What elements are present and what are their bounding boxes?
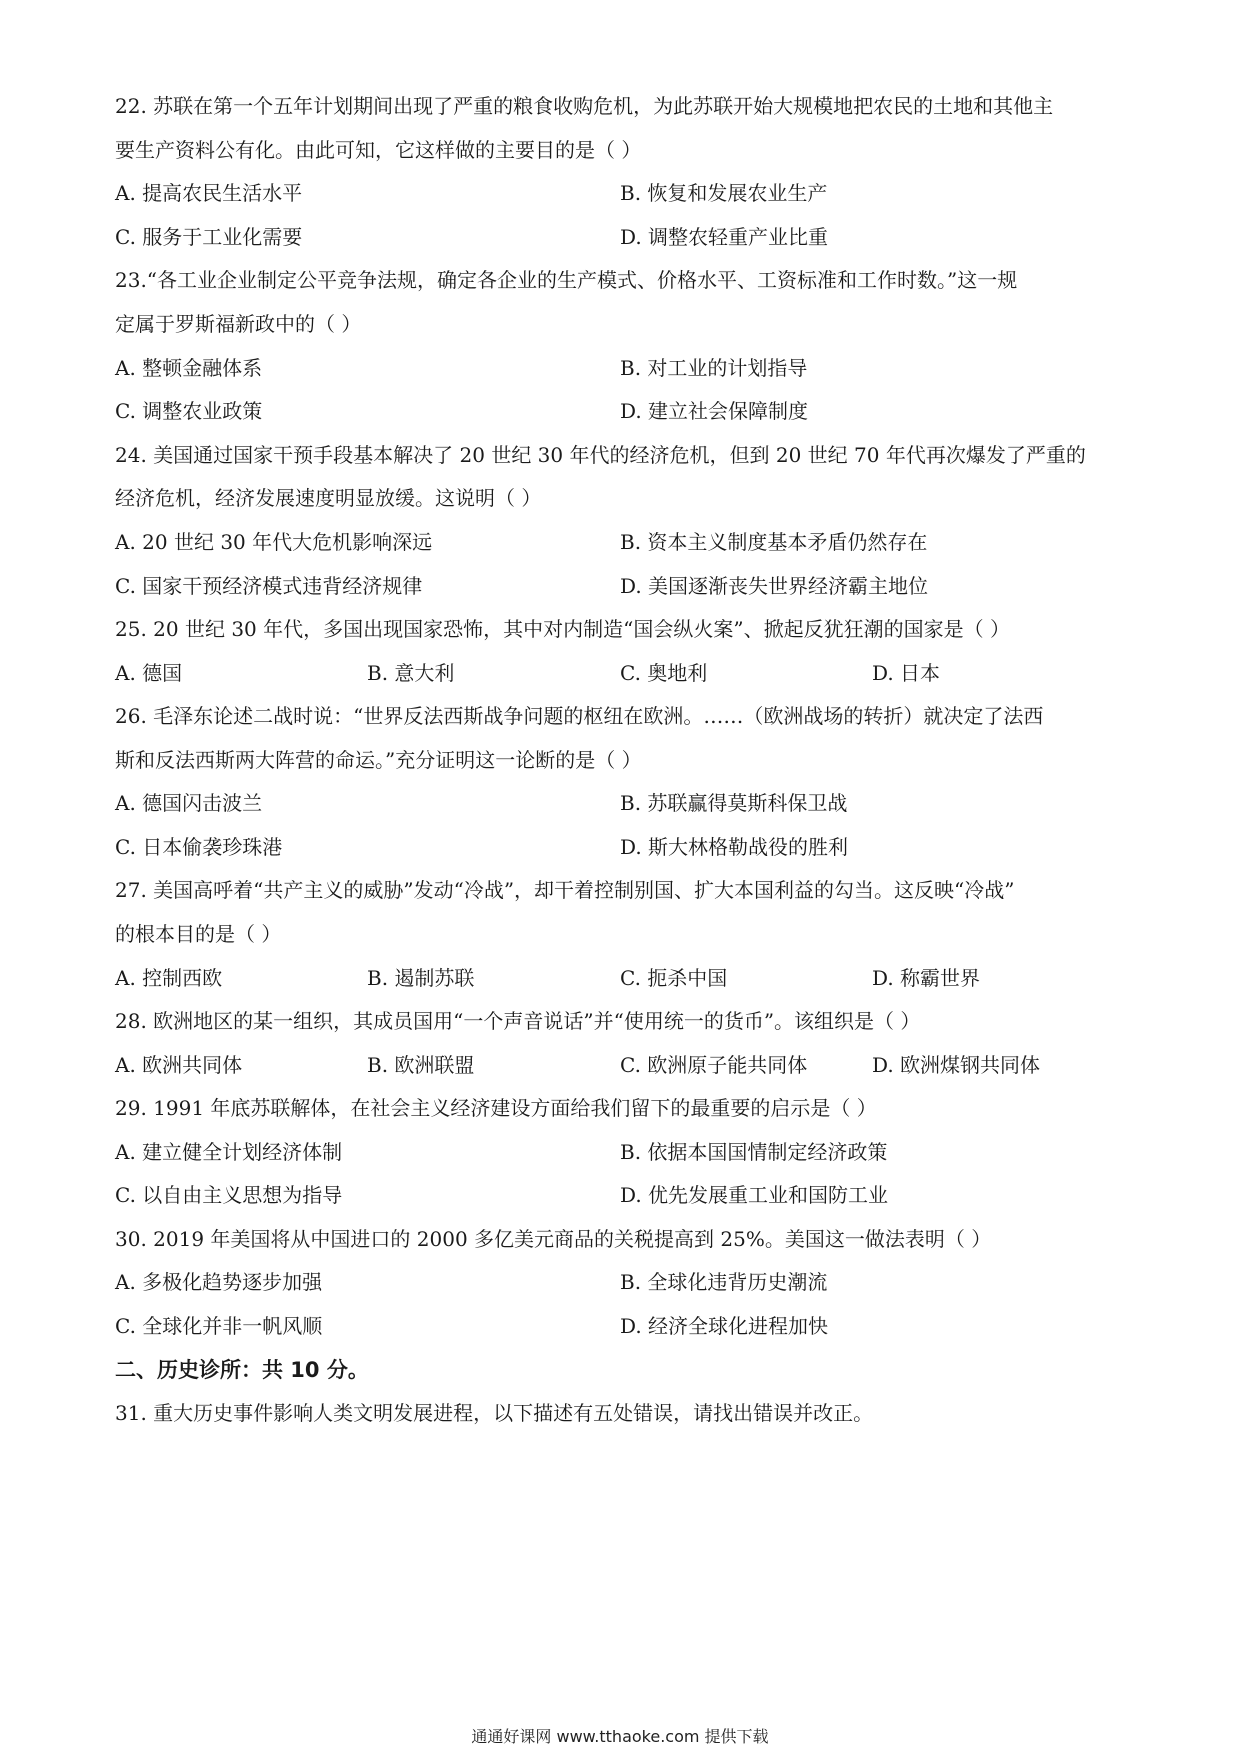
question-27-option-c: C. 扼杀中国 [620, 966, 728, 990]
question-22-stem-line-1: 22. 苏联在第一个五年计划期间出现了严重的粮食收购危机，为此苏联开始大规模地把农民的土地和其他主 [115, 94, 1054, 118]
question-28-options-row [115, 1041, 1135, 1090]
question-23-stem-line-2: 定属于罗斯福新政中的（ ） [115, 312, 362, 336]
question-23-option-c: C. 调整农业政策 [115, 399, 263, 423]
question-28-option-a: A. 欧洲共同体 [115, 1053, 243, 1077]
question-31-stem: 31. 重大历史事件影响人类文明发展进程，以下描述有五处错误，请找出错误并改正。 [115, 1401, 874, 1425]
question-24-option-c: C. 国家干预经济模式违背经济规律 [115, 574, 423, 598]
question-26-option-c: C. 日本偷袭珍珠港 [115, 835, 283, 859]
question-23-options-row-2 [115, 387, 1135, 436]
question-27-option-b: B. 遏制苏联 [367, 966, 475, 990]
question-26-option-b: B. 苏联赢得莫斯科保卫战 [620, 791, 848, 815]
question-24-stem-line-1: 24. 美国通过国家干预手段基本解决了 20 世纪 30 年代的经济危机，但到 20 世纪 70 年代再次爆发了严重的 [115, 443, 1086, 467]
question-24-stem-line-2: 经济危机，经济发展速度明显放缓。这说明（ ） [115, 486, 542, 510]
question-22-options-row-2 [115, 213, 1135, 262]
question-29-option-a: A. 建立健全计划经济体制 [115, 1140, 343, 1164]
question-30-option-b: B. 全球化违背历史潮流 [620, 1270, 828, 1294]
question-30-option-c: C. 全球化并非一帆风顺 [115, 1314, 323, 1338]
question-25-option-d: D. 日本 [872, 661, 941, 685]
section-title: 二、历史诊所：共 10 分。 [115, 1358, 369, 1382]
question-27-options-row [115, 954, 1135, 1003]
question-29-options-row-2 [115, 1171, 1135, 1220]
question-29-option-c: C. 以自由主义思想为指导 [115, 1183, 343, 1207]
question-28-stem-line-1: 28. 欧洲地区的某一组织，其成员国用“一个声音说话”并“使用统一的货币”。该组织是（ ） [115, 1009, 921, 1033]
question-30-stem-line-1: 30. 2019 年美国将从中国进口的 2000 多亿美元商品的关税提高到 25%。美国这一做法表明（ ） [115, 1227, 992, 1251]
question-24-option-a: A. 20 世纪 30 年代大危机影响深远 [115, 530, 433, 554]
question-28-option-b: B. 欧洲联盟 [367, 1053, 475, 1077]
question-25-options-row [115, 649, 1135, 698]
question-22-options-row-1 [115, 169, 1135, 218]
question-28-option-d: D. 欧洲煤钢共同体 [872, 1053, 1041, 1077]
question-28-option-c: C. 欧洲原子能共同体 [620, 1053, 808, 1077]
question-30-option-a: A. 多极化趋势逐步加强 [115, 1270, 323, 1294]
question-25-stem-line-1: 25. 20 世纪 30 年代，多国出现国家恐怖，其中对内制造“国会纵火案”、掀起反犹狂潮的国家是（ ） [115, 617, 1010, 641]
question-24-options-row-2 [115, 562, 1135, 611]
question-26-options-row-1 [115, 779, 1135, 828]
question-22-option-b: B. 恢复和发展农业生产 [620, 181, 828, 205]
question-23-stem-line-1: 23.“各工业企业制定公平竞争法规，确定各企业的生产模式、价格水平、工资标准和工作时数。”这一规 [115, 268, 1018, 292]
question-25-option-c: C. 奥地利 [620, 661, 708, 685]
question-24-options-row-1 [115, 518, 1135, 567]
question-30-options-row-2 [115, 1302, 1135, 1351]
question-26-option-a: A. 德国闪击波兰 [115, 791, 263, 815]
question-27-option-d: D. 称霸世界 [872, 966, 981, 990]
question-22-stem-line-2: 要生产资料公有化。由此可知，它这样做的主要目的是（ ） [115, 138, 642, 162]
question-25-option-b: B. 意大利 [367, 661, 455, 685]
question-29-options-row-1 [115, 1128, 1135, 1177]
question-23-option-b: B. 对工业的计划指导 [620, 356, 808, 380]
question-30-options-row-1 [115, 1258, 1135, 1307]
question-27-stem-line-1: 27. 美国高呼着“共产主义的威胁”发动“冷战”，却干着控制别国、扩大本国利益的勾当。这反映“冷战” [115, 878, 1015, 902]
question-30-option-d: D. 经济全球化进程加快 [620, 1314, 829, 1338]
question-26-stem-line-2: 斯和反法西斯两大阵营的命运。”充分证明这一论断的是（ ） [115, 748, 642, 772]
question-23-options-row-1 [115, 344, 1135, 393]
question-24-option-d: D. 美国逐渐丧失世界经济霸主地位 [620, 574, 929, 598]
question-23-option-a: A. 整顿金融体系 [115, 356, 263, 380]
question-26-option-d: D. 斯大林格勒战役的胜利 [620, 835, 849, 859]
page-footer: 通通好课网 www.tthaoke.com 提供下载 [471, 1727, 769, 1746]
question-27-stem-line-2: 的根本目的是（ ） [115, 922, 282, 946]
question-22-option-a: A. 提高农民生活水平 [115, 181, 303, 205]
question-25-option-a: A. 德国 [115, 661, 183, 685]
question-26-stem-line-1: 26. 毛泽东论述二战时说：“世界反法西斯战争问题的枢纽在欧洲。……（欧洲战场的转折）就决定了法西 [115, 704, 1044, 728]
question-22-option-d: D. 调整农轻重产业比重 [620, 225, 829, 249]
question-22-option-c: C. 服务于工业化需要 [115, 225, 303, 249]
question-29-option-b: B. 依据本国国情制定经济政策 [620, 1140, 888, 1164]
question-27-option-a: A. 控制西欧 [115, 966, 223, 990]
question-29-option-d: D. 优先发展重工业和国防工业 [620, 1183, 889, 1207]
question-24-option-b: B. 资本主义制度基本矛盾仍然存在 [620, 530, 928, 554]
question-23-option-d: D. 建立社会保障制度 [620, 399, 809, 423]
question-29-stem-line-1: 29. 1991 年底苏联解体，在社会主义经济建设方面给我们留下的最重要的启示是（ ） [115, 1096, 877, 1120]
question-26-options-row-2 [115, 823, 1135, 872]
